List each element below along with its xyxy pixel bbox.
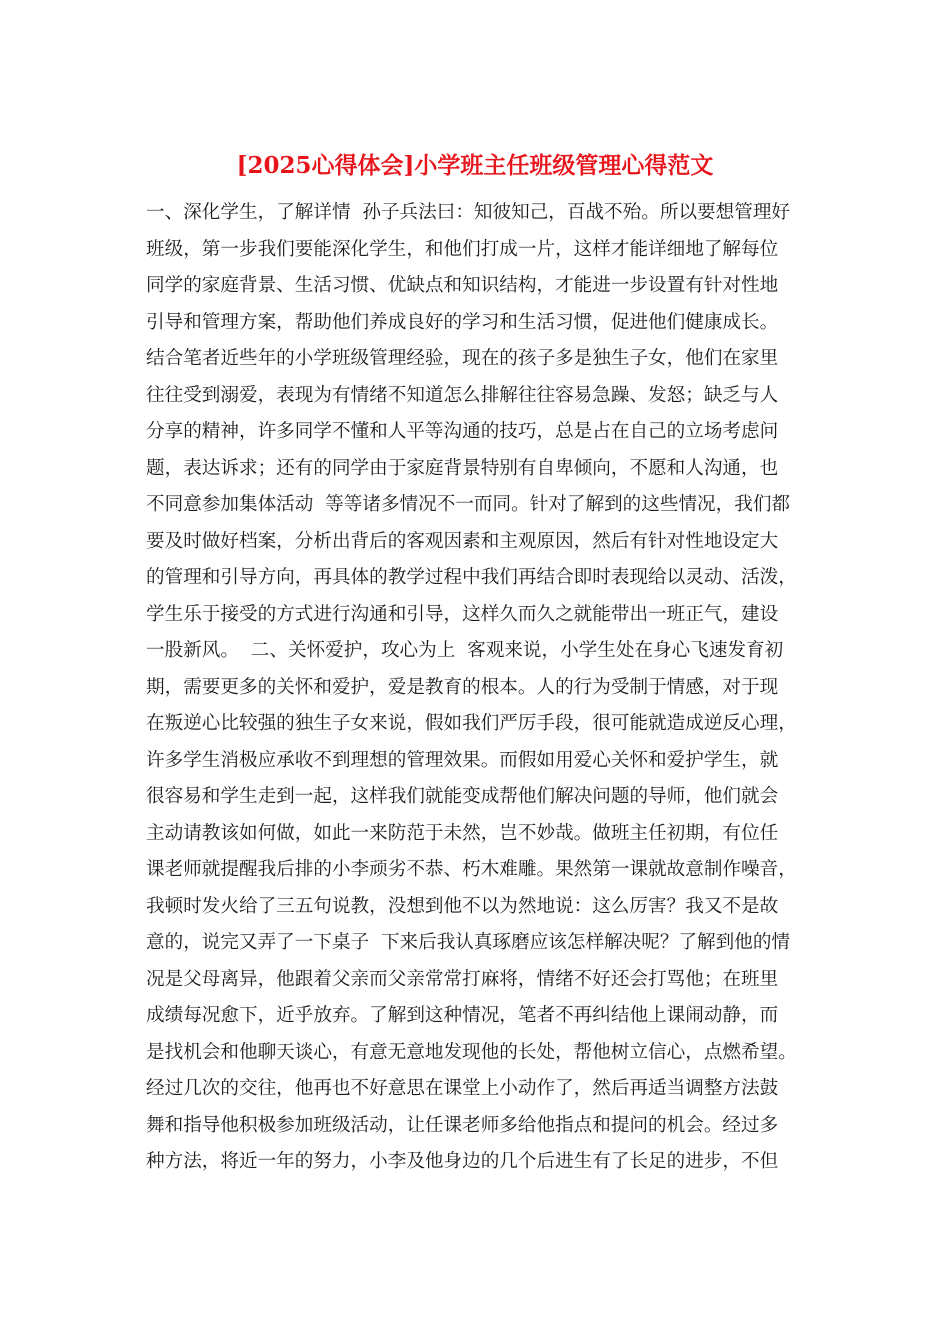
body-line: 班级，第一步我们要能深化学生，和他们打成一片，这样才能详细地了解每位	[146, 238, 779, 260]
body-line: 主动请教该如何做，如此一来防范于未然，岂不妙哉。做班主任初期，有位任	[146, 822, 779, 844]
body-line: 一、深化学生，了解详情 孙子兵法曰：知彼知己，百战不殆。所以要想管理好	[146, 202, 791, 223]
body-line: 况是父母离异，他跟着父亲而父亲常常打麻将，情绪不好还会打骂他；在班里	[146, 968, 779, 990]
body-line: 经过几次的交往，他再也不好意思在课堂上小动作了，然后再适当调整方法鼓	[146, 1078, 779, 1099]
body-line: 要及时做好档案，分析出背后的客观因素和主观原因，然后有针对性地设定大	[146, 530, 779, 552]
body-line: 许多学生消极应承收不到理想的管理效果。而假如用爱心关怀和爱护学生，就	[146, 749, 779, 771]
body-line: 往往受到溺爱，表现为有情绪不知道怎么排解往往容易急躁、发怒；缺乏与人	[146, 384, 779, 406]
body-line: 我顿时发火给了三五句说教，没想到他不以为然地说：这么厉害？我又不是故	[146, 895, 779, 917]
body-line: 不同意参加集体活动 等等诸多情况不一而同。针对了解到的这些情况，我们都	[146, 494, 791, 515]
body-line: 题，表达诉求；还有的同学由于家庭背景特别有自卑倾向，不愿和人沟通，也	[146, 457, 779, 479]
body-line: 课老师就提醒我后排的小李顽劣不恭、朽木难雕。果然第一课就故意制作噪音，	[146, 859, 797, 880]
document-title: [2025心得体会]小学班主任班级管理心得范文	[236, 152, 714, 179]
body-line: 很容易和学生走到一起，这样我们就能变成帮他们解决问题的导师，他们就会	[146, 786, 779, 807]
body-line: 期，需要更多的关怀和爱护，爱是教育的根本。人的行为受制于情感，对于现	[146, 676, 779, 698]
body-line: 成绩每况愈下，近乎放弃。了解到这种情况，笔者不再纠结他上课闹动静，而	[146, 1005, 779, 1026]
body-line: 的管理和引导方向，再具体的教学过程中我们再结合即时表现给以灵动、活泼，	[146, 567, 797, 588]
body-line: 引导和管理方案，帮助他们养成良好的学习和生活习惯，促进他们健康成长。	[146, 311, 779, 333]
body-line: 分享的精神，许多同学不懂和人平等沟通的技巧，总是占在自己的立场考虑问	[146, 421, 779, 442]
body-line: 一股新风。 二、关怀爱护，攻心为上 客观来说，小学生处在身心飞速发育初	[146, 640, 784, 661]
body-line: 在叛逆心比较强的独生子女来说，假如我们严厉手段，很可能就造成逆反心理，	[146, 713, 797, 734]
body-line: 意的，说完又弄了一下桌子 下来后我认真琢磨应该怎样解决呢？了解到他的情	[146, 932, 791, 953]
body-line: 舞和指导他积极参加班级活动，让任课老师多给他指点和提问的机会。经过多	[146, 1114, 779, 1136]
body-line: 是找机会和他聊天谈心，有意无意地发现他的长处，帮他树立信心，点燃希望。	[146, 1041, 797, 1063]
body-line: 学生乐于接受的方式进行沟通和引导，这样久而久之就能带出一班正气，建设	[146, 603, 779, 625]
body-line: 同学的家庭背景、生活习惯、优缺点和知识结构，才能进一步设置有针对性地	[146, 275, 779, 296]
body-line: 种方法，将近一年的努力，小李及他身边的几个后进生有了长足的进步，不但	[146, 1151, 779, 1172]
document-body	[146, 195, 816, 1181]
body-line: 结合笔者近些年的小学班级管理经验，现在的孩子多是独生子女，他们在家里	[146, 348, 779, 369]
